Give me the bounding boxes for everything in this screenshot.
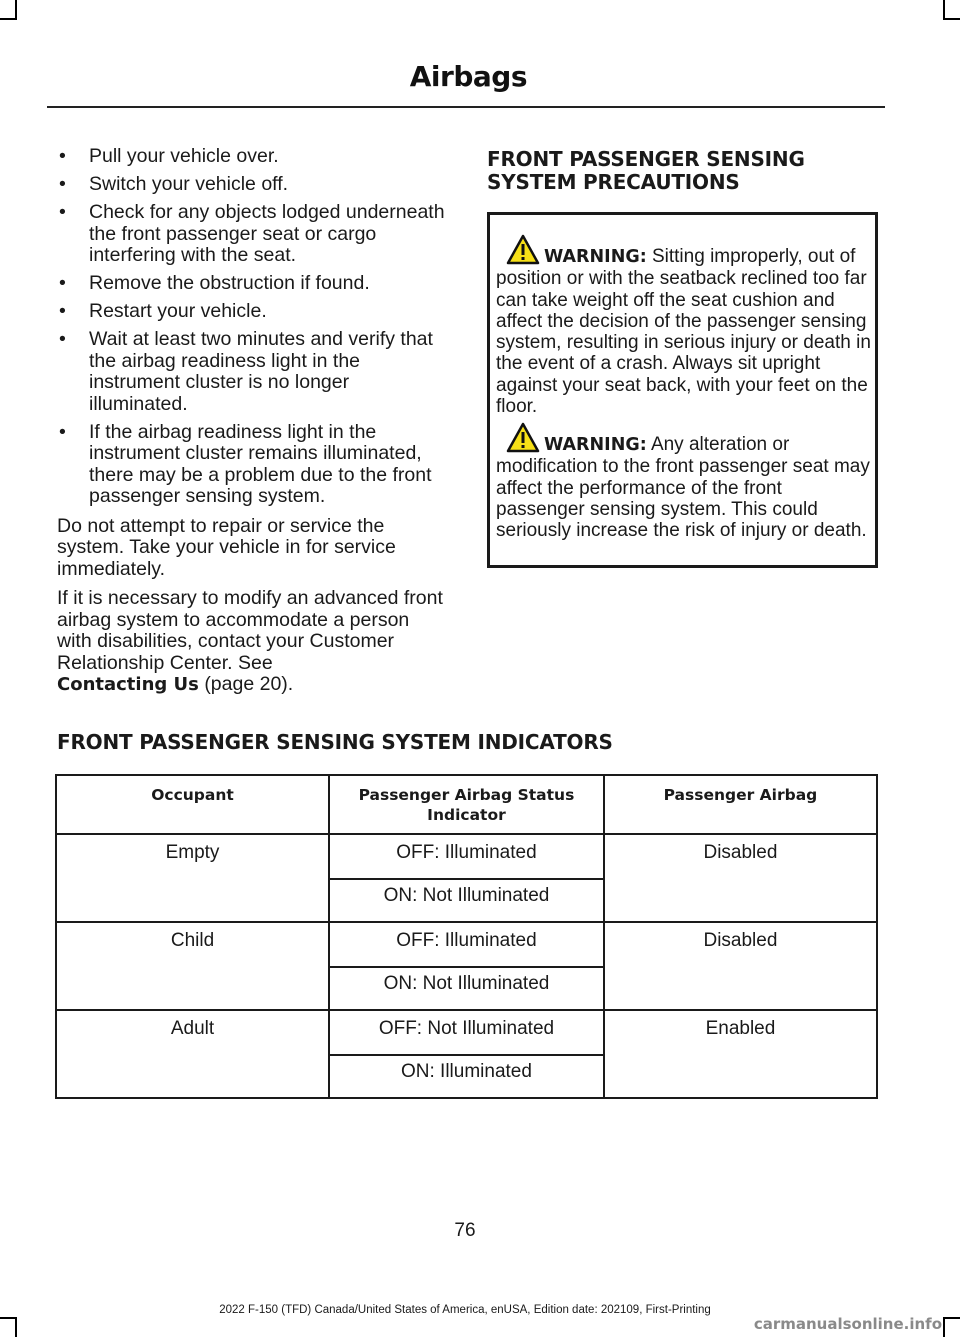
column-header: Passenger Airbag Status Indicator	[329, 775, 604, 834]
crop-mark-bottom-right-v	[943, 1317, 945, 1337]
status-cell: ON: Illuminated	[329, 1055, 604, 1098]
crop-mark-bottom-left-v	[15, 1317, 17, 1337]
indicators-table	[55, 774, 878, 1099]
status-cell: ON: Not Illuminated	[329, 967, 604, 1010]
crop-mark-top-left-v	[15, 0, 17, 20]
airbag-cell: Enabled	[604, 1010, 877, 1098]
status-cell: OFF: Illuminated	[329, 922, 604, 967]
warning-triangle-icon	[506, 422, 540, 453]
warning-triangle-icon	[506, 234, 540, 265]
page-reference: (page 20).	[204, 673, 294, 695]
left-column	[57, 146, 449, 696]
warning-text: Any alteration or modification to the front passenger seat may affect the performance of the front passenger sensing system. This could seriously increase the risk of injury or death.	[496, 434, 870, 542]
disabilities-text: If it is necessary to modify an advanced front airbag system to accommodate a person with disabilities, contact your Customer Relationship Center. See	[57, 587, 443, 674]
list-item: • Wait at least two minutes and verify that the airbag readiness light in the instrument cluster is no longer illuminated.	[57, 329, 449, 415]
crop-mark-bottom-right-h	[943, 1317, 960, 1319]
warning-2	[496, 422, 874, 541]
list-item: • If the airbag readiness light in the instrument cluster remains illuminated, there may be a problem due to the front passenger sensing system.	[57, 422, 449, 508]
table-row	[56, 922, 877, 967]
service-paragraph: Do not attempt to repair or service the system. Take your vehicle in for service immediately.	[57, 514, 396, 580]
list-item: • Restart your vehicle.	[57, 301, 449, 323]
right-column	[487, 147, 879, 542]
header-divider	[47, 106, 885, 108]
airbag-cell: Disabled	[604, 922, 877, 1010]
crop-mark-bottom-left-h	[0, 1317, 17, 1319]
airbag-cell: Disabled	[604, 834, 877, 922]
occupant-cell: Adult	[56, 1010, 329, 1098]
table-row	[56, 834, 877, 879]
status-cell: ON: Not Illuminated	[329, 879, 604, 922]
list-item: • Pull your vehicle over.	[57, 146, 449, 168]
table-row	[56, 1010, 877, 1055]
page-title: Airbags	[409, 60, 527, 93]
page-number: 76	[454, 1220, 476, 1241]
warning-text: Sitting improperly, out of position or with the seatback reclined too far can take weight off the seat cushion and affect the decision of the passenger sensing system, resulting in serious injury or death in the event of a crash. Always sit upright against your seat back, with your feet on the floor.	[496, 246, 871, 418]
crop-mark-top-right-h	[943, 18, 960, 20]
occupant-cell: Empty	[56, 834, 329, 922]
list-item: • Remove the obstruction if found.	[57, 273, 449, 295]
warning-1	[496, 234, 874, 417]
status-cell: OFF: Not Illuminated	[329, 1010, 604, 1055]
crop-mark-top-left-h	[0, 18, 17, 20]
warning-box	[487, 212, 878, 568]
disabilities-paragraph	[57, 588, 449, 696]
contacting-us-link[interactable]: Contacting Us	[57, 674, 199, 695]
list-item: • Check for any objects lodged underneath the front passenger seat or cargo interfering with the seat.	[57, 202, 449, 267]
occupant-cell: Child	[56, 922, 329, 1010]
list-item: • Switch your vehicle off.	[57, 174, 449, 196]
indicators-heading: FRONT PASSENGER SENSING SYSTEM INDICATORS	[57, 730, 613, 754]
column-header: Occupant	[56, 775, 329, 834]
precautions-heading: FRONT PASSENGER SENSING SYSTEM PRECAUTIONS	[487, 147, 805, 194]
watermark: carmanualsonline.info	[753, 1315, 942, 1333]
status-cell: OFF: Illuminated	[329, 834, 604, 879]
steps-list	[57, 146, 449, 508]
crop-mark-top-right-v	[943, 0, 945, 20]
edition-footer: 2022 F-150 (TFD) Canada/United States of America, enUSA, Edition date: 202109, First-Printing	[219, 1304, 711, 1316]
warning-label: WARNING:	[544, 247, 647, 267]
warning-label: WARNING:	[544, 435, 647, 455]
column-header: Passenger Airbag	[604, 775, 877, 834]
table-header-row	[56, 775, 877, 834]
